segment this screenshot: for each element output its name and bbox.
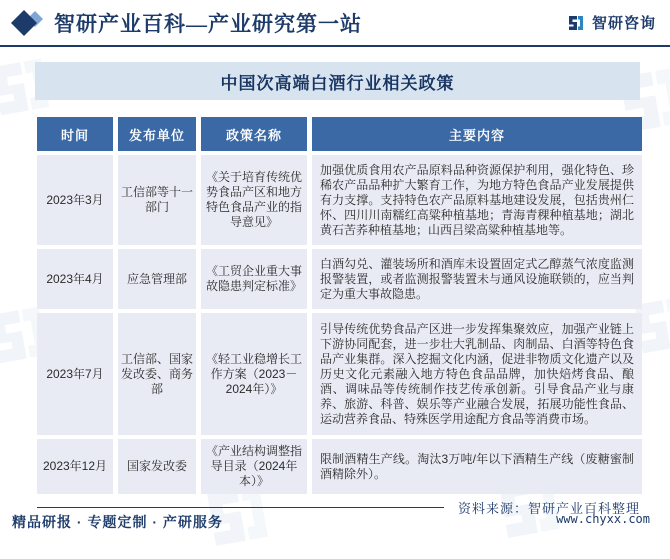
column-header-1: 发布单位 [118, 117, 196, 151]
chart-title-bar [35, 62, 640, 100]
chart-title: 中国次高端白酒行业相关政策 [220, 73, 455, 93]
footer-website: www.chyxx.com [556, 512, 650, 526]
cell-content: 限制酒精生产线。淘汰3万吨/年以下酒精生产线（废糖蜜制酒精除外）。 [312, 439, 642, 494]
brand-left [10, 8, 362, 38]
cell-unit: 工信部等十一部门 [118, 155, 196, 245]
cell-policy: 《产业结构调整指导目录（2024年本）》 [201, 439, 307, 494]
table-row [37, 439, 642, 494]
brand-title: 智研产业百科—产业研究第一站 [54, 11, 362, 36]
brand-logo-text: 智研咨询 [591, 15, 656, 32]
brand-header [0, 0, 670, 47]
table-row [37, 313, 642, 435]
table-header-row [37, 117, 642, 151]
cell-content: 白酒勾兑、灌装场所和酒库未设置固定式乙醇蒸气浓度监测报警装置，或者监测报警装置未与通风设施联锁的，应当判定为重大事故隐患。 [312, 249, 642, 309]
cell-content: 加强优质食用农产品原料品种资源保护利用，强化特色、珍稀农产品品种扩大繁育工作，为地方特色食品产业发展提供有力支撑。支持特色农产品原料基地建设发展，包括贵州仁怀、四川川南糯红高粱种植基地；青海青稞种植基地；湖北黄石苦荞种植基地；山西吕梁高粱种植基地等。 [312, 155, 642, 245]
cell-time: 2023年7月 [37, 313, 113, 435]
cell-unit: 工信部、国家发改委、商务部 [118, 313, 196, 435]
cell-time: 2023年12月 [37, 439, 113, 494]
footer-bottom [12, 512, 658, 532]
cell-time: 2023年3月 [37, 155, 113, 245]
cell-unit: 应急管理部 [118, 249, 196, 309]
policy-table [37, 117, 642, 498]
brand-logo [566, 12, 656, 33]
cell-time: 2023年4月 [37, 249, 113, 309]
cell-policy: 《工贸企业重大事故隐患判定标准》 [201, 249, 307, 309]
cell-unit: 国家发改委 [118, 439, 196, 494]
footer-services-text: 精品研报 · 专题定制 · 产研服务 [12, 514, 223, 530]
policy-table-body [37, 155, 642, 494]
column-header-2: 政策名称 [201, 117, 307, 151]
cell-policy: 《轻工业稳增长工作方案（2023－2024年）》 [201, 313, 307, 435]
source-text: 资料来源：智研产业百科整理 [457, 501, 640, 516]
cell-policy: 《关于培育传统优势食品产区和地方特色食品产业的指导意见》 [201, 155, 307, 245]
column-header-3: 主要内容 [312, 117, 642, 151]
diamond-icon [10, 8, 44, 38]
column-header-0: 时间 [37, 117, 113, 151]
source-divider-line [37, 507, 444, 508]
table-row [37, 249, 642, 309]
cell-content: 引导传统优势食品产区进一步发挥集聚效应，加强产业链上下游协同配套，进一步壮大乳制品、肉制品、白酒等特色食品产业集群。深入挖掘文化内涵，促进非物质文化遗产以及历史文化元素融入地方特色食品品牌，加快焙烤食品、酿酒、调味品等传统制作技艺传承创新。引导食品产业与康养、旅游、科普、娱乐等产业融合发展，拓展功能性食品、运动营养食品、特殊医学用途配方食品等消费市场。 [312, 313, 642, 435]
zhiyan-logo-icon [566, 13, 586, 33]
table-row [37, 155, 642, 245]
